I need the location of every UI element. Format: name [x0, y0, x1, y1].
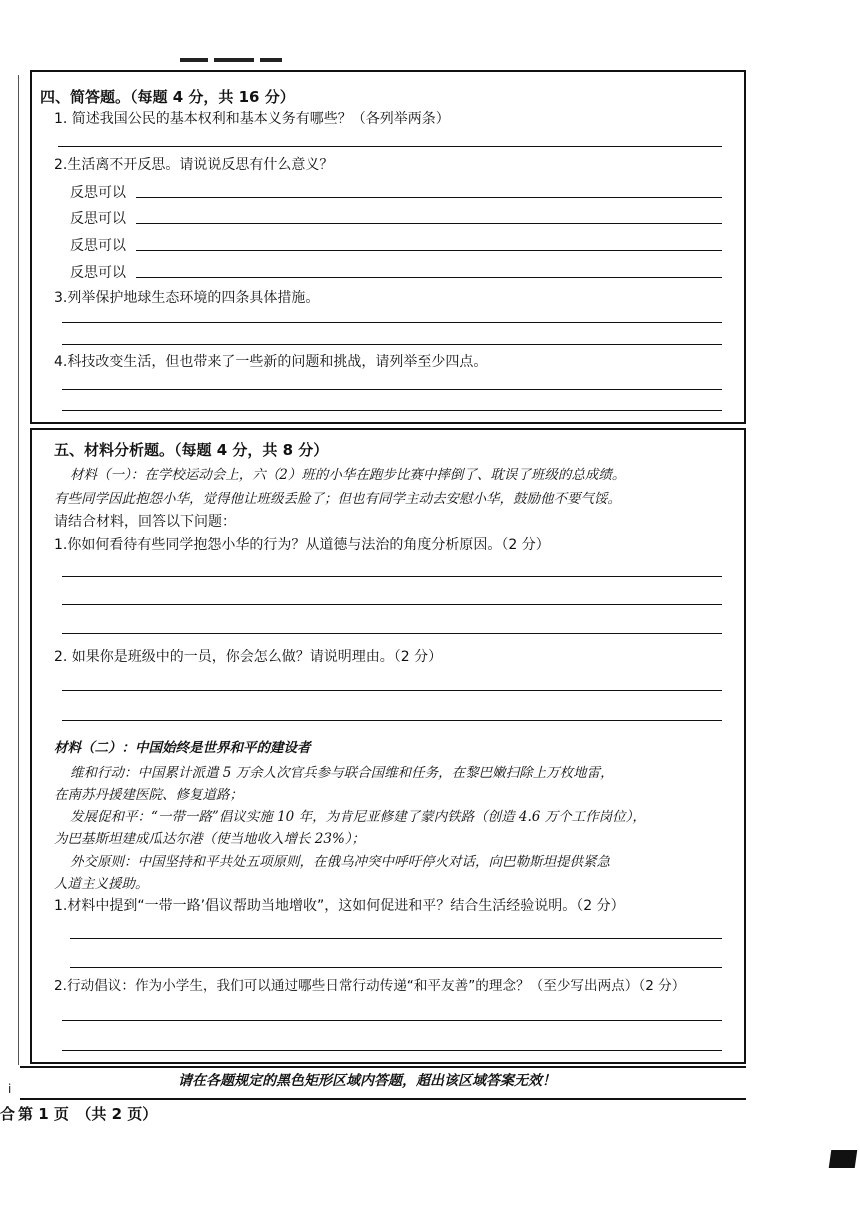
question-4-4: 4.科技改变生活，但也带来了一些新的问题和挑战，请列举至少四点。: [54, 354, 488, 370]
question-4-1: 1. 简述我国公民的基本权利和基本义务有哪些？（各列举两条）: [54, 111, 450, 127]
reflect-prefix-2: 反思可以: [70, 211, 126, 227]
reflect-prefix-1: 反思可以: [70, 185, 126, 201]
answer-line: [62, 322, 722, 323]
material-1-line-2: 有些同学因此抱怨小华，觉得他让班级丢脸了；但也有同学主动去安慰小华，鼓励他不要气馁。: [54, 491, 621, 507]
question-4-2: 2.生活离不开反思。请说说反思有什么意义？: [54, 157, 334, 173]
left-margin-rule: [18, 75, 19, 1065]
page-mark-left: 合: [0, 1105, 16, 1123]
material-2-question-2: 2.行动倡议：作为小学生，我们可以通过哪些日常行动传递“和平友善”的理念？（至少写出两点）（2 分）: [54, 978, 686, 994]
answer-area-notice: 请在各题规定的黑色矩形区域内答题，超出该区域答案无效！: [178, 1073, 556, 1089]
material-2-line-6: 人道主义援助。: [54, 876, 149, 892]
material-2-title: 材料（二）：中国始终是世界和平的建设者: [54, 740, 311, 756]
material-1-line-1: 材料（一）：在学校运动会上，六（2）班的小华在跑步比赛中摔倒了、耽误了班级的总成绩。: [70, 467, 626, 483]
material-2-line-3: 发展促和平：“一带一路”倡议实施 10 年，为肯尼亚修建了蒙内铁路（创造 4.6 万个工作岗位），: [70, 809, 646, 825]
answer-line: [136, 223, 722, 224]
left-margin-mark: i: [8, 1082, 12, 1096]
answer-line: [70, 938, 722, 939]
answer-line: [62, 1020, 722, 1021]
reflect-prefix-4: 反思可以: [70, 265, 126, 281]
answer-line: [62, 1050, 722, 1051]
question-4-3: 3.列举保护地球生态环境的四条具体措施。: [54, 290, 320, 306]
section-4-heading: 四、简答题。（每题 4 分，共 16 分）: [40, 88, 295, 106]
page-number: 第 1 页 （共 2 页）: [18, 1105, 158, 1123]
answer-line: [70, 967, 722, 968]
footer-rule: [20, 1098, 746, 1100]
answer-line: [62, 576, 722, 577]
answer-line: [62, 344, 722, 345]
material-1-question-2: 2. 如果你是班级中的一员，你会怎么做？请说明理由。（2 分）: [54, 649, 443, 665]
alignment-mark: [829, 1150, 858, 1168]
reflect-prefix-3: 反思可以: [70, 238, 126, 254]
answer-line: [58, 146, 722, 147]
material-2-question-1: 1.材料中提到“一带一路’倡议帮助当地增收”，这如何促进和平？结合生活经验说明。（2 分）: [54, 898, 625, 914]
answer-line: [136, 250, 722, 251]
material-2-line-1: 维和行动：中国累计派遣 5 万余人次官兵参与联合国维和任务，在黎巴嫩扫除上万枚地雷，: [70, 765, 614, 781]
material-1-prompt: 请结合材料，回答以下问题：: [54, 514, 236, 530]
answer-line: [62, 604, 722, 605]
section-5-heading: 五、材料分析题。（每题 4 分，共 8 分）: [54, 441, 329, 459]
material-2-line-5: 外交原则：中国坚持和平共处五项原则，在俄乌冲突中呼吁停火对话，向巴勒斯坦提供紧急: [70, 854, 610, 870]
material-1-question-1: 1.你如何看待有些同学抱怨小华的行为？从道德与法治的角度分析原因。（2 分）: [54, 537, 550, 553]
cropped-top-text: [180, 50, 320, 62]
answer-line: [62, 410, 722, 411]
answer-line: [62, 690, 722, 691]
answer-line: [136, 277, 722, 278]
answer-line: [62, 720, 722, 721]
material-2-line-2: 在南苏丹援建医院、修复道路；: [54, 787, 243, 803]
answer-line: [136, 197, 722, 198]
answer-line: [62, 633, 722, 634]
material-2-line-4: 为巴基斯坦建成瓜达尔港（使当地收入增长 23%）；: [54, 831, 366, 847]
answer-area-bottom-border: [20, 1066, 746, 1068]
answer-line: [62, 389, 722, 390]
